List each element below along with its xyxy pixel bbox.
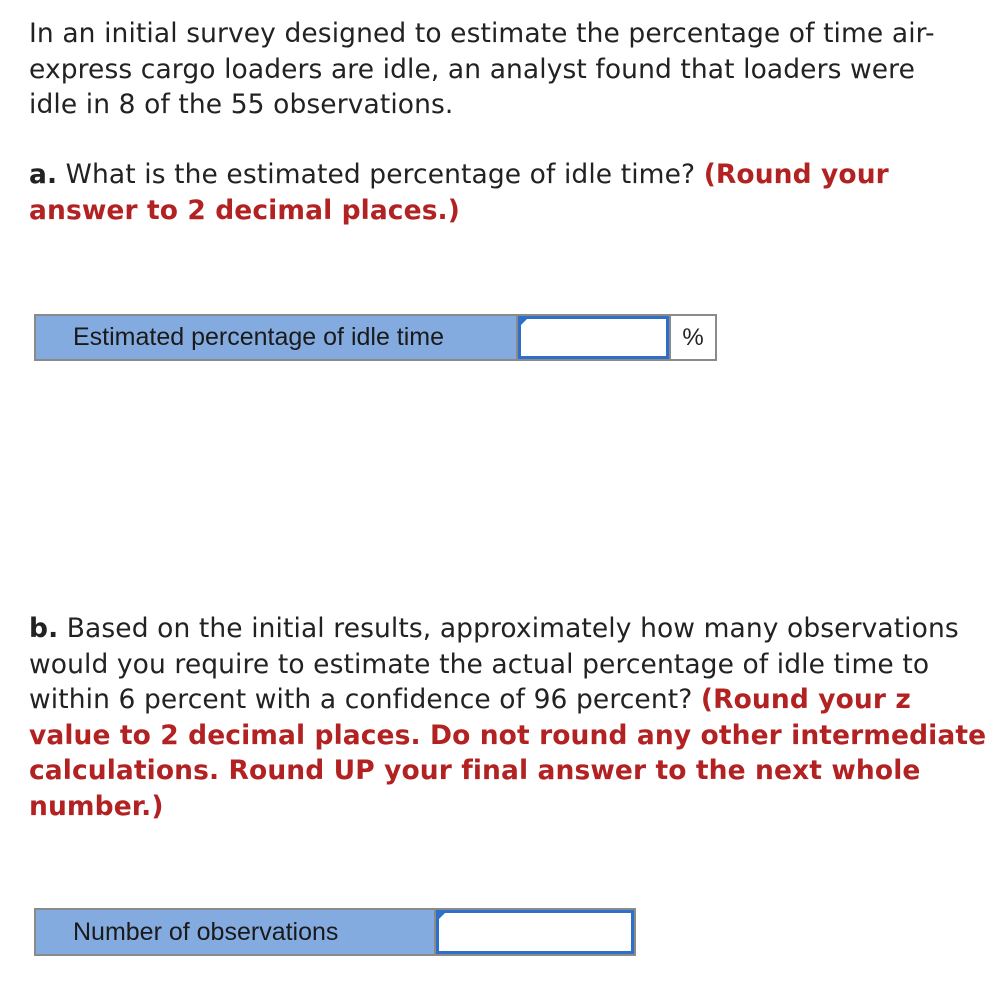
input-flag-icon: [518, 316, 530, 328]
question-a-instruction: (Round your answer to 2 decimal places.): [29, 159, 889, 226]
answer-a-label: Estimated percentage of idle time: [34, 314, 518, 361]
answer-b-cell: [436, 908, 636, 956]
part-a-label: a.: [29, 159, 58, 190]
question-a: [29, 157, 959, 228]
question-b-instruction: (Round your z value to 2 decimal places. Do not round any other intermediate calculations. Round UP your final answer to the next whole number.): [29, 684, 987, 822]
input-flag-icon: [436, 910, 448, 922]
question-b: [29, 611, 994, 824]
observations-input[interactable]: [436, 910, 634, 954]
part-b-label: b.: [29, 613, 59, 644]
answer-row-a: [34, 314, 717, 361]
question-a-text: What is the estimated percentage of idle time?: [57, 159, 704, 190]
idle-percentage-input[interactable]: [518, 316, 669, 359]
answer-a-cell: [518, 314, 671, 361]
answer-b-label: Number of observations: [34, 908, 436, 956]
question-b-text: Based on the initial results, approximately how many observations would you require to estimate the actual percentage of idle time to within 6 percent with a confidence of 96 percent?: [29, 613, 959, 715]
answer-row-b: [34, 908, 636, 956]
problem-intro: In an initial survey designed to estimate the percentage of time air-express cargo loaders are idle, an analyst found that loaders were idle in 8 of the 55 observations.: [29, 18, 935, 120]
percent-unit: %: [671, 314, 717, 361]
